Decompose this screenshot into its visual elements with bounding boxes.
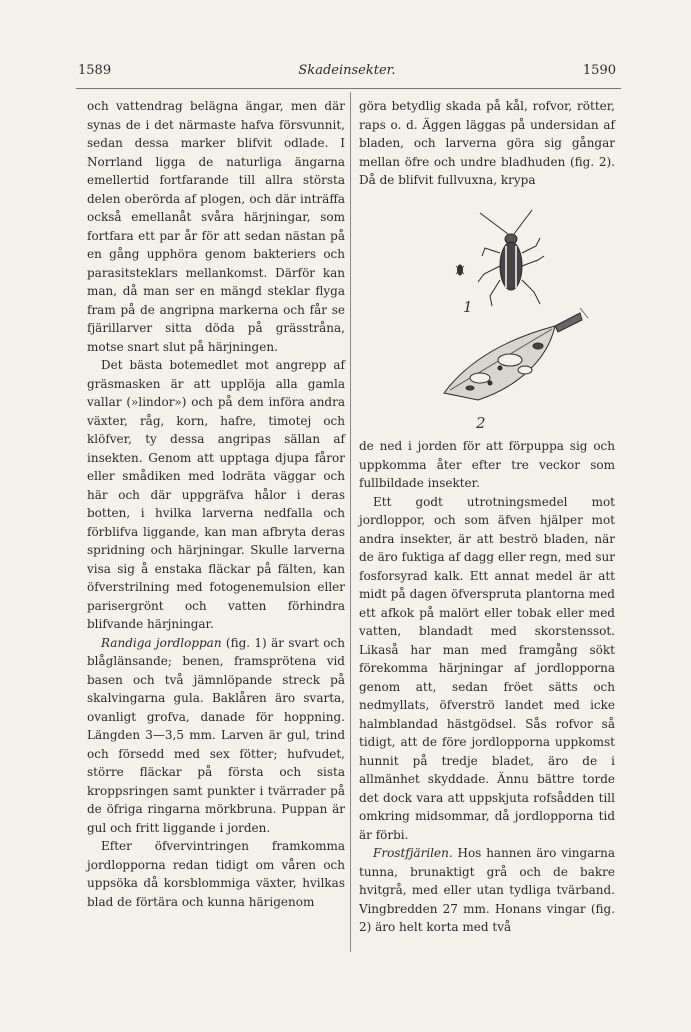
figure-label-1: 1 (463, 298, 473, 316)
left-column (87, 97, 345, 911)
paragraph (87, 634, 345, 838)
species-term: Frostfjärilen. (373, 846, 453, 860)
paragraph: och vattendrag belägna ängar, men där synas de i det närmaste hafva försvunnit, sedan dessa marker blifvit odlade. I Norrland ligga de naturliga ängarna emellertid fortfarande till allra största delen oberörda af plogen, och där inträffa också emellanåt svåra härjningar, som fortfara ett par år för att sedan nästan på en gång upphöra genom bakteriers och parasitsteklars mellankomst. Därför kan man, då man ser en mängd steklar flyga fram på de angripna markerna och får se fjärillarver sitta döda på grässtråna, motse snart slut på härjningen. (87, 99, 345, 354)
paragraph: göra betydlig skada på kål, rofvor, rötter, raps o. d. Äggen läggas på undersidan af bladen, och larverna göra sig gångar mellan öfre och undre bladhuden (fig. 2). Då de blifvit fullvuxna, krypa (359, 99, 615, 187)
paragraph-text: (fig. 1) är svart och blåglänsande; benen, framsprötena vid basen och två jämnlöpande streck på skalvingarna gula. Baklåren äro svarta, ovanligt grofva, danade för hoppning. Längden 3—3,5 mm. Larven är gul, trind och försedd med sex fötter; hufvudet, större fläckar på första och sista kroppsringen samt punkter i tvärrader på de öfriga ringarna mörkbruna. Puppan är gul och fritt liggande i jorden. (87, 635, 345, 835)
running-title: Skadeinsekter. (298, 63, 396, 78)
page-header (78, 63, 616, 85)
header-rule (76, 88, 621, 89)
paragraph (359, 844, 615, 937)
figure-label-2: 2 (476, 414, 486, 432)
beetle-and-leaf-illustration (430, 208, 610, 436)
leaf-icon (444, 313, 582, 400)
paragraph-text: Hos hannen äro vingarna tunna, brunaktigt grå och de bakre hvitgrå, med eller utan tydliga tvärband. Vingbredden 27 mm. Honans vingar (fig. 2) äro helt korta med två (359, 846, 615, 934)
page-number-left: 1589 (78, 63, 112, 78)
right-column-top (359, 97, 615, 190)
figure-illustration (430, 208, 610, 436)
small-beetle-icon (456, 265, 464, 275)
paragraph: de ned i jorden för att förpuppa sig och uppkomma åter efter tre veckor som fullbildade insekter. (359, 439, 615, 490)
paragraph: Efter öfvervintringen framkomma jordlopporna redan tidigt om våren och uppsöka då korsblommiga växter, hvilkas blad de förtära och kunna härigenom (87, 839, 345, 909)
paragraph: Ett godt utrotningsmedel mot jordloppor, och som äfven hjälper mot andra insekter, är att beströ bladen, när de äro fuktiga af dagg eller regn, med sur fosforsyrad kalk. Ett annat medel är att midt på dagen öfverspruta plantorna med ett afkok på malört eller tobak eller med vatten, blandadt med skorstenssot. Likaså har man med framgång sökt förekomma härjningar af jordlopporna genom att, sedan fröet sätts och nedmyllats, öfverströ landet med icke halmblandad hästgödsel. Sås rofvor så tidigt, att de före jordlopporna uppkomst hunnit på tredje bladet, äro de i allmänhet skyddade. Ännu bättre torde det dock vara att uppskjuta rofsådden till omkring midsommar, då jordlopporna tid är förbi. (359, 494, 615, 842)
flea-beetle-icon (478, 210, 544, 306)
paragraph: Det bästa botemedlet mot angrepp af gräsmasken är att upplöja alla gamla vallar (»lindor») och på dem införa andra växter, råg, korn, hafre, timotej och klöfver, ty dessa angripas sällan af insekten. Genom att upptaga djupa fåror eller smådiken med lodräta väggar och här och där uppgräfva hålor i deras botten, i hvilka larverna nedfalla och förblifva liggande, kan man afbryta deras spridning och härjningar. Skulle larverna visa sig å enstaka fläckar på fälten, kan öfverstrilning med fotogenemulsion eller parisergrönt och vatten förhindra blifvande härjningar. (87, 358, 345, 631)
species-term: Randiga jordloppan (101, 635, 222, 650)
column-divider (350, 92, 351, 952)
right-column-bottom (359, 437, 615, 937)
page-number-right: 1590 (582, 63, 616, 78)
